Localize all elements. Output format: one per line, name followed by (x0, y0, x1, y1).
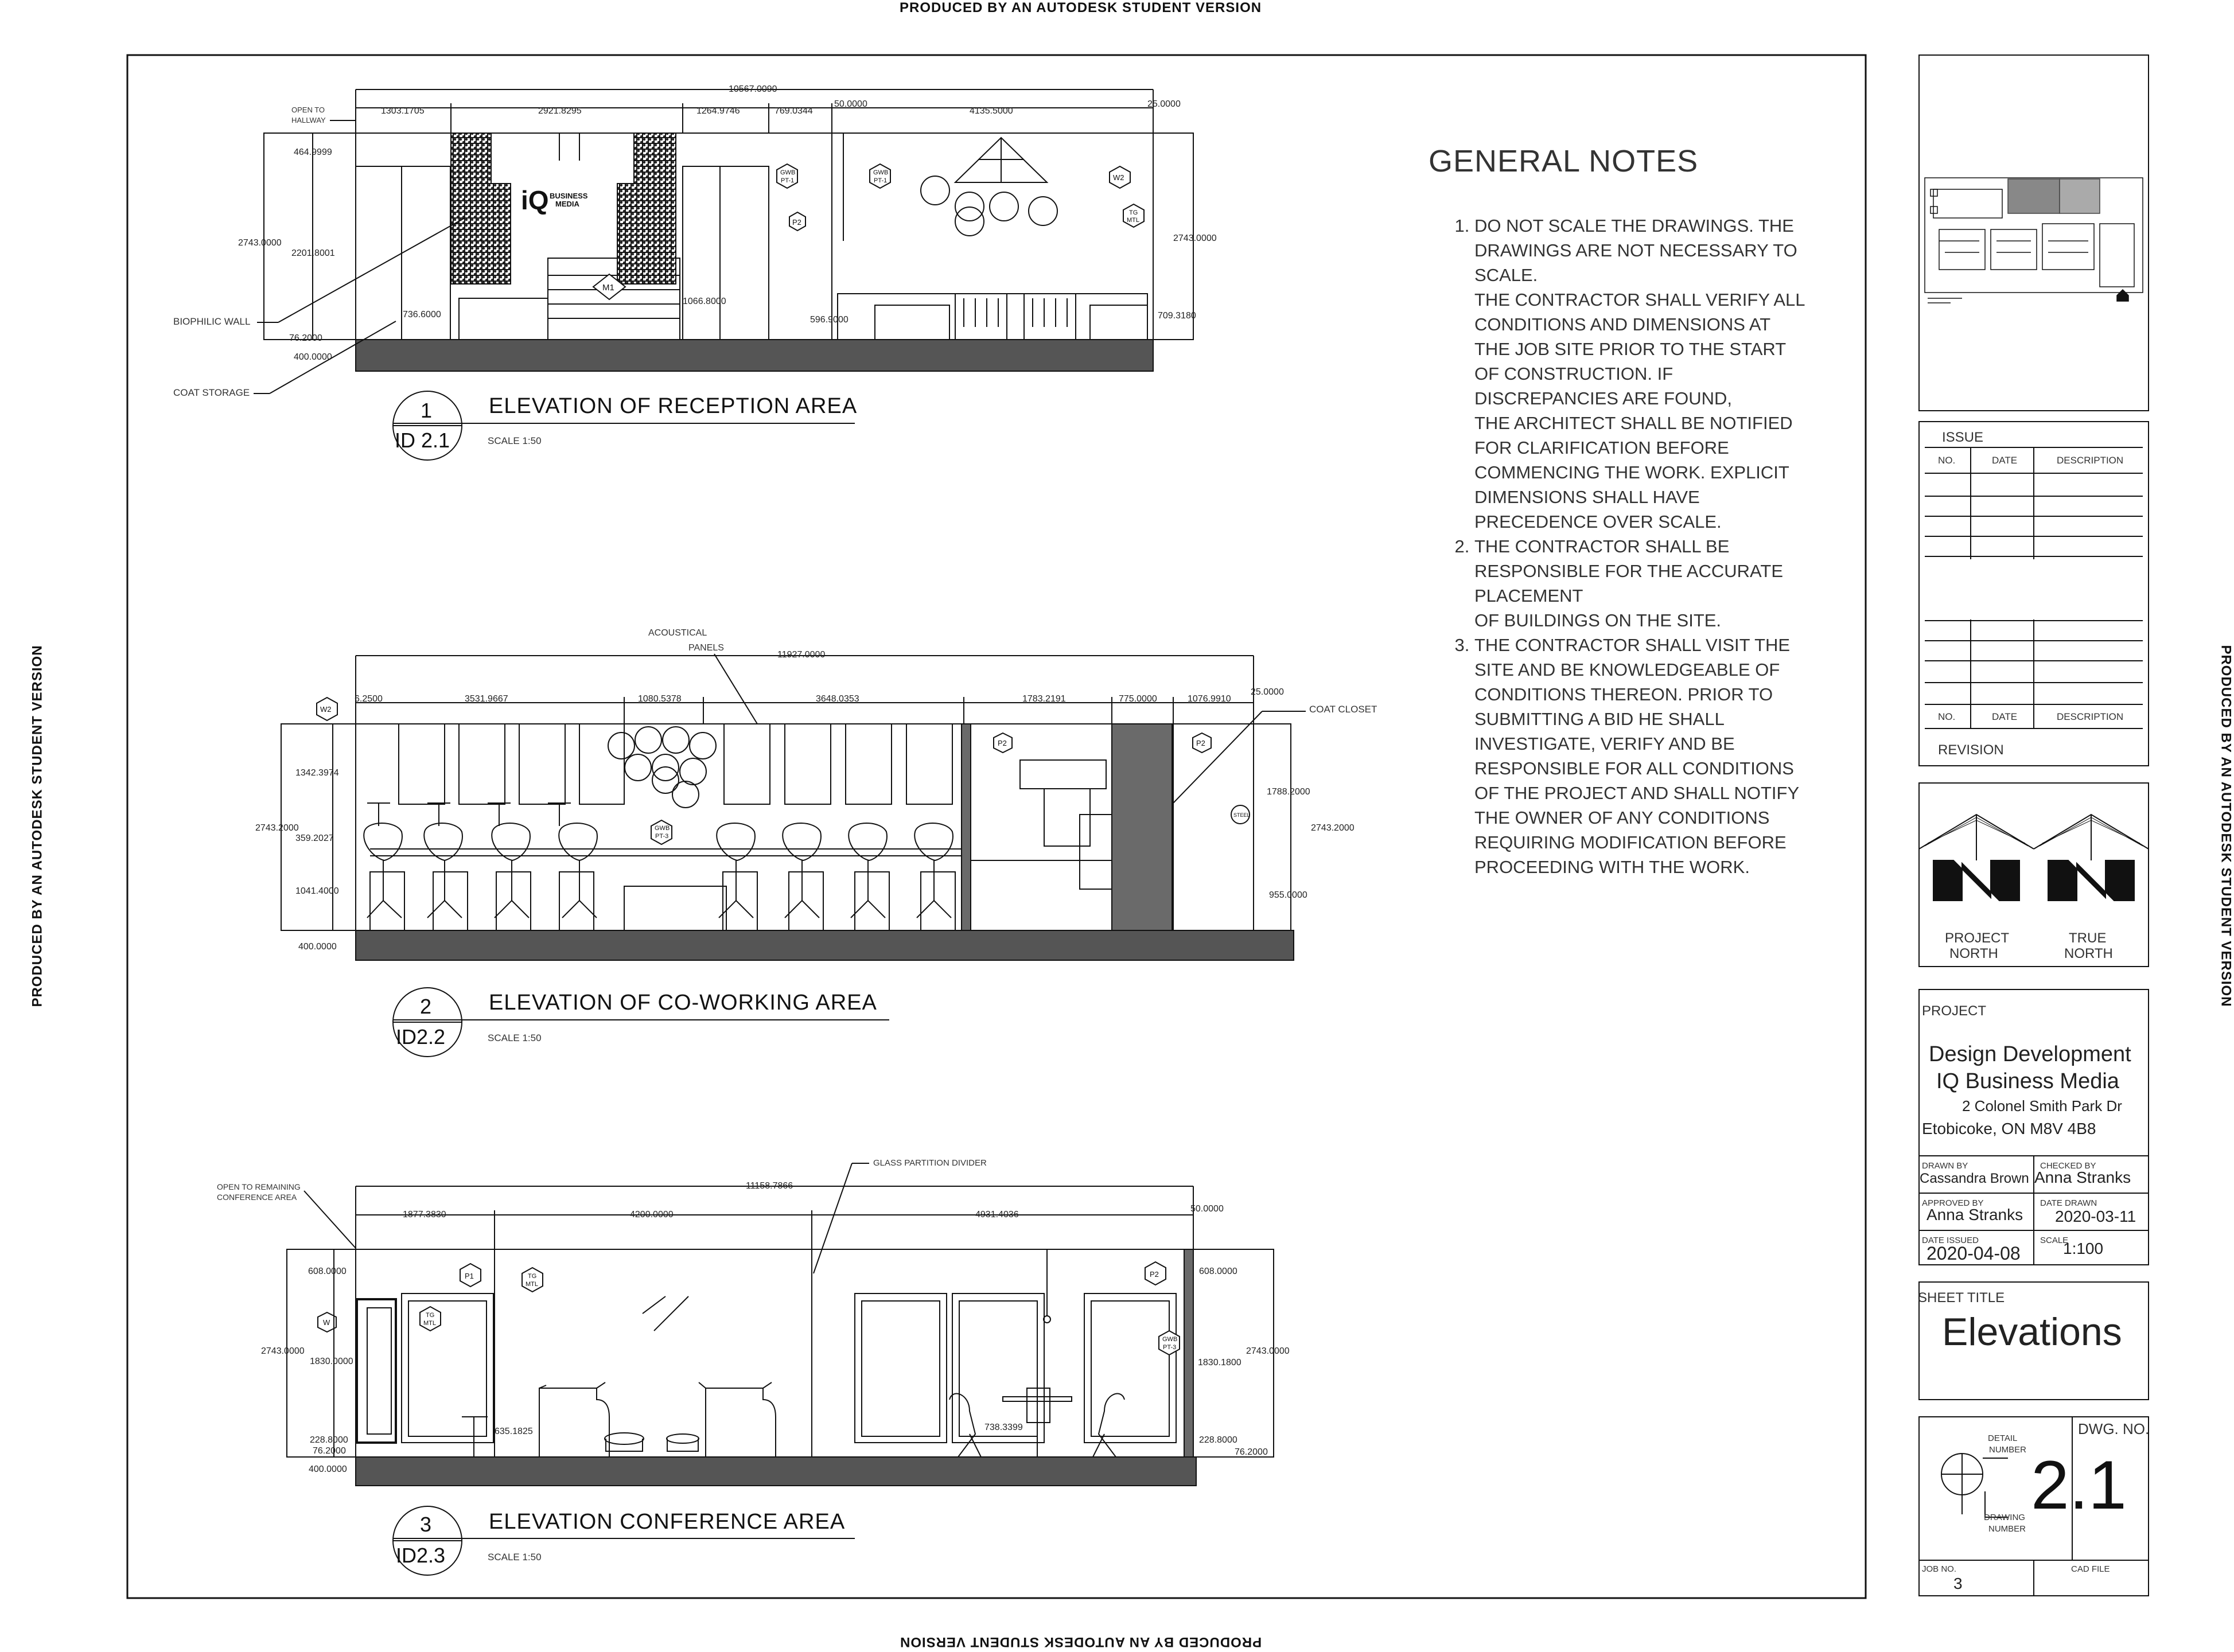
elevation-2-coworking (255, 628, 1377, 1057)
e3-dim-base: 400.0000 (309, 1464, 347, 1474)
e3-dim-overall: 11158.7866 (746, 1181, 793, 1191)
e1-tag-p2: P2 (792, 218, 801, 227)
e3-dim-left-c: 228.8000 (310, 1435, 348, 1445)
approved-by-label: APPROVED BY (1922, 1198, 1984, 1208)
e3-tag-mtl-a: MTL (526, 1281, 538, 1288)
approved-by-value: Anna Stranks (1926, 1206, 2023, 1224)
e2-scale: SCALE 1:50 (488, 1032, 542, 1043)
e3-dim-top-2: 4931.4036 (975, 1210, 1019, 1219)
e2-dim-right-a: 1788.2000 (1267, 787, 1310, 797)
e1-dim-left-total: 2743.0000 (238, 238, 282, 248)
true-north-label-2: NORTH (2064, 946, 2113, 961)
note-item (1474, 633, 1807, 879)
elevation-1-reception (173, 84, 1217, 460)
sheet-title-label: SHEET TITLE (1918, 1290, 2005, 1306)
e1-dim-m1: 1066.8000 (683, 297, 726, 306)
e3-dim-right-d: 76.2000 (1235, 1447, 1268, 1457)
project-north-label-2: NORTH (1949, 946, 1998, 961)
e1-dim-top-2: 1264.9746 (696, 106, 740, 116)
e2-title: ELEVATION OF CO-WORKING AREA (489, 991, 877, 1015)
sheet-title-value: Elevations (1942, 1310, 2122, 1354)
project-north-label-1: PROJECT (1945, 930, 2010, 946)
e1-label-coat: COAT STORAGE (173, 387, 250, 398)
e1-dim-top-3: 769.0344 (774, 106, 813, 116)
e1-logo-text-1: BUSINESS (550, 192, 588, 200)
issue-col-desc: DESCRIPTION (2057, 455, 2124, 466)
note-2-line-1: 2. THE CONTRACTOR SHALL BE RESPONSIBLE FOR THE ACCURATE PLACEMENT (1474, 536, 1784, 606)
e3-title: ELEVATION CONFERENCE AREA (489, 1510, 846, 1534)
e3-dim-left-a: 608.0000 (308, 1267, 347, 1276)
e3-dim-left-total: 2743.0000 (261, 1346, 305, 1356)
e1-tag-gwb-2: GWB (873, 169, 889, 176)
project-label: PROJECT (1922, 1003, 1987, 1019)
e3-dim-top-1: 4200.0000 (630, 1210, 674, 1219)
e2-dim-top-0: 6.2500 (355, 694, 383, 704)
general-notes-list (1429, 213, 1807, 879)
key-plan-frame (1919, 55, 2149, 411)
e3-tag-tg-b: TG (426, 1312, 435, 1319)
e2-dim-top-4: 1783.2191 (1022, 694, 1066, 704)
e3-dim-table-a: 635.1825 (495, 1427, 533, 1436)
project-line-4: Etobicoke, ON M8V 4B8 (1922, 1120, 2096, 1137)
e1-dim-left-a: 464.9999 (294, 147, 332, 157)
e2-label-coat-closet: COAT CLOSET (1309, 704, 1377, 715)
key-plan-thumbnail (1925, 178, 2143, 303)
e2-tag-pt3: PT-3 (655, 833, 669, 840)
e3-tag-tg-a: TG (528, 1273, 537, 1280)
drawn-by-label: DRAWN BY (1922, 1161, 1968, 1171)
e2-tag-p2-a: P2 (998, 739, 1007, 747)
e1-dim-top-5: 4135.5000 (970, 106, 1013, 116)
e3-ref: ID2.3 (396, 1544, 446, 1567)
e1-dim-top-6: 25.0000 (1147, 99, 1181, 109)
issue-col-no: NO. (1938, 455, 1956, 466)
e3-floor (356, 1457, 1196, 1486)
e1-dim-overall: 10567.0090 (729, 84, 777, 94)
e3-dim-left-d: 76.2000 (313, 1446, 346, 1456)
e1-dim-left-b: 2201.8001 (291, 248, 335, 258)
project-line-1: Design Development (1929, 1042, 2131, 1066)
e1-dim-low-a: 596.9000 (810, 315, 849, 325)
job-no-value: 3 (1953, 1575, 1963, 1592)
e1-label-biophilic: BIOPHILIC WALL (173, 316, 251, 327)
e1-dim-base: 400.0000 (294, 352, 332, 362)
note-item (1474, 534, 1807, 633)
e3-tag-gwb: GWB (1162, 1336, 1178, 1343)
scale-label: SCALE (2040, 1236, 2069, 1245)
e1-label-open: OPEN TO (291, 106, 325, 114)
e2-dim-top-6: 1076.9910 (1188, 694, 1231, 704)
e2-dim-left-b: 359.2027 (295, 833, 334, 843)
e1-scale: SCALE 1:50 (488, 435, 542, 446)
detail-label-1: DETAIL (1988, 1433, 2018, 1443)
note-3-line-1: 3. THE CONTRACTOR SHALL VISIT THE SITE AND BE KNOWLEDGEABLE OF CONDITIONS THEREON. PRIOR TO SUBMITTING A BID HE SHALL INVESTIGATE, VERIFY AND BE RESPONSIBLE FOR ALL CONDITIONS OF THE PROJECT AND SHALL NOTIFY THE OWNER OF ANY CONDITIONS REQUIRING MODIFICATION BEFORE PROCEEDING WITH THE WORK. (1474, 635, 1799, 877)
e1-dim-low-b: 709.3180 (1158, 311, 1196, 321)
cad-file-label: CAD FILE (2071, 1564, 2110, 1574)
e2-dim-overall: 11927.0000 (777, 650, 826, 660)
note-2-line-2: OF BUILDINGS ON THE SITE. (1474, 610, 1722, 630)
e1-tag-tg: TG (1129, 209, 1138, 216)
date-drawn-value: 2020-03-11 (2055, 1207, 2136, 1225)
revision-col-no: NO. (1938, 711, 1956, 722)
title-block (1918, 55, 2149, 1596)
e3-label-open-2: CONFERENCE AREA (217, 1193, 297, 1202)
general-notes (1429, 143, 1807, 879)
e2-dim-right-b: 955.0000 (1269, 890, 1307, 900)
e2-dim-top-2: 1080.5378 (638, 694, 682, 704)
revision-col-date: DATE (1992, 711, 2018, 722)
e2-dim-top-3: 3648.0353 (816, 694, 859, 704)
true-north-icon (2034, 815, 2149, 901)
scale-value: 1:100 (2063, 1240, 2104, 1257)
e1-floor (356, 340, 1153, 371)
e3-dim-right-total: 2743.0000 (1246, 1346, 1290, 1356)
e2-dim-top-1: 3531.9667 (465, 694, 508, 704)
e3-dim-top-3: 50.0000 (1190, 1204, 1224, 1214)
watermark-left: PRODUCED BY AN AUTODESK STUDENT VERSION (29, 645, 45, 1007)
e3-tag-p1: P1 (465, 1272, 474, 1280)
e1-dim-top-1: 2921.8295 (538, 106, 582, 116)
date-drawn-label: DATE DRAWN (2040, 1198, 2097, 1208)
e1-dim-desk: 736.6000 (403, 310, 441, 320)
e2-dim-right-total: 2743.2000 (1311, 823, 1355, 833)
e3-dim-right-c: 228.8000 (1199, 1435, 1237, 1445)
project-north-icon (1919, 815, 2034, 901)
e2-dim-top-5: 775.0000 (1119, 694, 1157, 704)
e3-dim-top-0: 1877.3830 (403, 1210, 446, 1219)
e1-tag-pt1-2: PT-1 (874, 177, 888, 184)
job-no-label: JOB NO. (1922, 1564, 1957, 1574)
checked-by-value: Anna Stranks (2034, 1168, 2131, 1186)
project-line-3: 2 Colonel Smith Park Dr (1962, 1097, 2122, 1115)
e2-ref: ID2.2 (396, 1025, 446, 1049)
true-north-label-1: TRUE (2069, 930, 2107, 946)
revision-label: REVISION (1938, 742, 2004, 758)
e3-label-glass: GLASS PARTITION DIVIDER (873, 1158, 987, 1168)
watermark-top: PRODUCED BY AN AUTODESK STUDENT VERSION (900, 0, 1262, 15)
checked-by-label: CHECKED BY (2040, 1161, 2096, 1171)
e3-label-open-1: OPEN TO REMAINING (217, 1182, 301, 1191)
watermark-bottom: PRODUCED BY AN AUTODESK STUDENT VERSION (900, 1634, 1262, 1650)
e1-tag-m1: M1 (602, 283, 614, 293)
issue-col-date: DATE (1992, 455, 2018, 466)
e2-tag-w2: W2 (320, 705, 332, 714)
e2-chairs-left (364, 803, 597, 930)
e2-num: 2 (420, 995, 432, 1018)
e2-label-acoustical-1: ACOUSTICAL (648, 628, 707, 638)
e2-dim-left-total: 2743.2000 (255, 823, 299, 833)
e3-tag-p2: P2 (1150, 1270, 1159, 1279)
e3-tag-mtl-b: MTL (423, 1320, 436, 1327)
date-issued-value: 2020-04-08 (1926, 1243, 2021, 1264)
note-1-line-1: 1. DO NOT SCALE THE DRAWINGS. THE DRAWINGS ARE NOT NECESSARY TO SCALE. (1474, 216, 1797, 285)
e1-tag-pt1-1: PT-1 (781, 177, 795, 184)
e1-num: 1 (421, 399, 433, 422)
e1-logo-text-2: MEDIA (555, 200, 579, 208)
revision-col-desc: DESCRIPTION (2057, 711, 2124, 722)
e3-dim-right-b: 1830.1800 (1198, 1358, 1241, 1367)
e1-tag-w2: W2 (1113, 173, 1124, 182)
e3-dim-left-b: 1830.0000 (310, 1357, 353, 1366)
e3-dim-right-a: 608.0000 (1199, 1267, 1237, 1276)
e1-title: ELEVATION OF RECEPTION AREA (489, 394, 858, 418)
e2-tag-p2-b: P2 (1196, 739, 1205, 747)
e3-num: 3 (420, 1513, 432, 1536)
detail-label-2: NUMBER (1989, 1445, 2027, 1455)
note-1-line-2: THE CONTRACTOR SHALL VERIFY ALL CONDITIONS AND DIMENSIONS AT THE JOB SITE PRIOR TO THE START OF CONSTRUCTION. IF DISCREPANCIES ARE FOUND, (1474, 290, 1805, 408)
e1-tag-gwb-1: GWB (780, 169, 796, 176)
e3-tag-w: W (323, 1318, 330, 1327)
e2-label-acoustical-2: PANELS (688, 643, 724, 653)
issue-label: ISSUE (1942, 430, 1984, 445)
e2-tag-steel: STEEL (1233, 812, 1250, 818)
e2-chairs-right (717, 823, 955, 930)
drawing-label-1: DRAWING (1984, 1513, 2025, 1522)
dwg-no-label: DWG. NO. (2078, 1420, 2150, 1437)
e2-dim-left-c: 1041.4000 (295, 886, 339, 896)
date-issued-label: DATE ISSUED (1922, 1236, 1979, 1245)
e3-tag-pt3: PT-3 (1163, 1344, 1177, 1351)
e1-biophilic-wall-right (617, 133, 676, 284)
e2-dim-base: 400.0000 (298, 942, 337, 952)
e2-floor (356, 930, 1294, 960)
e1-ref: ID 2.1 (395, 428, 450, 452)
note-item (1474, 213, 1807, 534)
e1-biophilic-wall-left (451, 133, 511, 284)
e1-tag-mtl: MTL (1127, 217, 1139, 224)
e1-dim-top-0: 1303.1705 (381, 106, 425, 116)
watermark-right: PRODUCED BY AN AUTODESK STUDENT VERSION (2218, 645, 2234, 1007)
e2-tag-gwb: GWB (655, 825, 670, 832)
drawn-by-value: Cassandra Brown (1920, 1171, 2029, 1186)
e2-dim-top-7: 25.0000 (1251, 687, 1284, 697)
e1-dim-left-c: 76.2000 (289, 333, 322, 343)
e2-dim-left-a: 1342.3974 (295, 768, 339, 778)
general-notes-title: GENERAL NOTES (1429, 144, 1699, 178)
e1-dim-top-4: 50.0000 (834, 99, 867, 109)
e1-label-hallway: HALLWAY (291, 116, 326, 124)
e3-dim-table-b: 738.3399 (984, 1423, 1023, 1432)
elevation-3-conference (217, 1158, 1290, 1575)
drawing-label-2: NUMBER (1988, 1524, 2026, 1534)
e3-scale: SCALE 1:50 (488, 1552, 542, 1563)
e1-dim-right: 2743.0000 (1173, 233, 1217, 243)
e1-logo: iQ (521, 185, 549, 215)
note-1-line-3: THE ARCHITECT SHALL BE NOTIFIED FOR CLARIFICATION BEFORE COMMENCING THE WORK. EXPLICIT DIMENSIONS SHALL HAVE PRECEDENCE OVER SCALE. (1474, 413, 1793, 532)
dwg-no-value: 2.1 (2031, 1447, 2127, 1524)
project-line-2: IQ Business Media (1936, 1069, 2119, 1093)
